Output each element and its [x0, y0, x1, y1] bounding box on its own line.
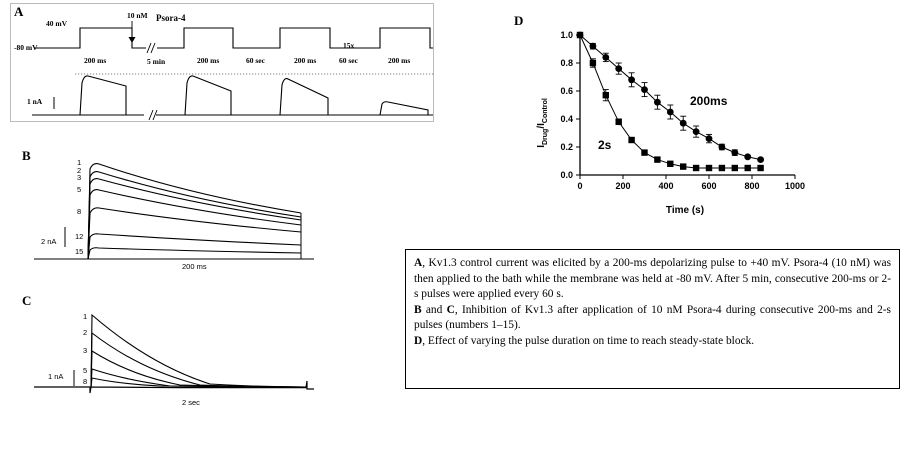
duration-label: 200 ms: [388, 56, 411, 65]
data-point-200ms: [602, 54, 609, 61]
figure-caption: [405, 249, 900, 389]
panel-c-letter: C: [22, 293, 32, 308]
data-point-200ms: [731, 149, 738, 156]
x-tick-label: 0: [577, 181, 583, 191]
y-tick-label: 0.8: [560, 58, 573, 68]
trace-2: [91, 333, 306, 387]
duration-label: 200 ms: [84, 56, 107, 65]
data-point-2s: [693, 165, 699, 171]
current-traces: [91, 315, 306, 387]
time-label: 200 ms: [182, 262, 207, 271]
series-label-200ms: 200ms: [690, 94, 728, 108]
trace-label-5: 5: [83, 366, 88, 375]
panel-b-traces: [30, 155, 320, 265]
data-point-2s: [616, 119, 622, 125]
caption-a: [414, 256, 891, 303]
trace-label-1: 1: [83, 312, 88, 321]
trace-label-3: 3: [77, 173, 82, 182]
drug-arrow-head: [129, 37, 136, 43]
y-label-drug: Drug: [542, 128, 549, 146]
y-tick-label: 0.2: [560, 142, 573, 152]
trace-1: [91, 315, 306, 387]
current-trace-2: [280, 79, 328, 115]
duration-label: 200 ms: [197, 56, 220, 65]
data-point-200ms: [628, 76, 635, 83]
panel-d-chart: [520, 25, 810, 225]
x-tick-label: 400: [658, 181, 674, 191]
current-traces: [88, 164, 301, 259]
data-point-200ms: [590, 43, 597, 50]
trace-label-2: 2: [83, 328, 88, 337]
drug-name-label: Psora-4: [156, 13, 186, 23]
trace-12: [88, 234, 301, 259]
data-point-2s: [667, 161, 673, 167]
y-tick-label: 0.6: [560, 86, 573, 96]
caption-letter-b: B: [414, 303, 422, 316]
data-point-200ms: [744, 153, 751, 160]
drug-conc-label: 10 nM: [127, 11, 148, 20]
y-axis-label: [536, 98, 549, 148]
scale-label: 1 nA: [27, 97, 43, 106]
scale-label: 1 nA: [48, 372, 64, 381]
panel-d-letter: D: [514, 13, 524, 28]
data-point-200ms: [615, 65, 622, 72]
caption-text-a: , Kv1.3 control current was elicited by a 200-ms depolarizing pulse to +40 mV. Psora-4 (10 nM) was then applied to the bath while the membrane was held at -80 mV. After 5 min, consecutive 200-ms or 2-s pulses were applied every 60 s.: [414, 257, 891, 301]
y-label-slash: /I: [536, 123, 547, 129]
trace-3: [91, 351, 306, 387]
current-trace-200ms: [185, 76, 231, 115]
data-point-2s: [603, 92, 609, 98]
data-point-200ms: [654, 99, 661, 106]
caption-text-bc: , Inhibition of Kv1.3 after application of 10 nM Psora-4 during consecutive 200-ms and 2-s pulses (numbers 1–15).: [414, 303, 891, 332]
panel-a-letter: A: [14, 4, 24, 19]
trace-15: [88, 248, 301, 259]
data-point-2s: [641, 149, 647, 155]
y-tick-label: 1.0: [560, 30, 573, 40]
trace-label-1: 1: [77, 158, 82, 167]
trace-label-12: 12: [75, 232, 84, 241]
y-tick-label: 0.4: [560, 114, 573, 124]
data-point-2s: [628, 137, 634, 143]
series-label-2s: 2s: [598, 138, 612, 152]
current-trace-control: [80, 76, 126, 115]
gap-label: 60 sec: [339, 56, 358, 65]
scale-label: 2 nA: [41, 237, 57, 246]
panel-c-traces: [30, 305, 320, 395]
x-axis-label: Time (s): [665, 205, 705, 216]
data-point-200ms: [680, 120, 687, 127]
data-point-200ms: [757, 156, 764, 163]
break-mark: [151, 43, 155, 53]
break-mark: [149, 110, 153, 120]
x-tick-label: 800: [744, 181, 760, 191]
caption-and: and: [421, 303, 447, 316]
caption-d: [414, 334, 891, 350]
y-label-control: Control: [542, 98, 549, 124]
trace-label-8: 8: [83, 377, 88, 386]
caption-letter-d: D: [414, 334, 423, 347]
data-point-2s: [757, 165, 763, 171]
data-point-200ms: [667, 109, 674, 116]
trace-label-5: 5: [77, 185, 82, 194]
y-tick-label: 0.0: [560, 170, 573, 180]
trace-label-15: 15: [75, 247, 84, 256]
data-point-200ms: [719, 144, 726, 151]
trace-label-2: 2: [77, 166, 82, 175]
data-point-2s: [680, 163, 686, 169]
time-label: 2 sec: [182, 398, 200, 407]
v-step-label: 40 mV: [46, 19, 68, 28]
data-point-2s: [732, 165, 738, 171]
data-point-2s: [590, 60, 596, 66]
duration-label: 200 ms: [294, 56, 317, 65]
break-mark: [147, 43, 151, 53]
data-point-200ms: [693, 128, 700, 135]
x-tick-label: 600: [701, 181, 717, 191]
x-tick-label: 200: [615, 181, 631, 191]
trace-label-3: 3: [83, 346, 88, 355]
data-point-2s: [719, 165, 725, 171]
y-label-i: I: [536, 145, 547, 148]
data-point-200ms: [706, 135, 713, 142]
v-hold-label: -80 mV: [14, 43, 38, 52]
data-point-2s: [577, 32, 583, 38]
repeat-label: 15x: [343, 41, 355, 50]
current-trace-last: [380, 102, 428, 115]
panel-a-protocol: [10, 3, 434, 122]
data-point-2s: [745, 165, 751, 171]
x-tick-label: 1000: [784, 181, 806, 191]
panel-b-letter: B: [22, 148, 31, 163]
caption-letter-a: A: [414, 257, 423, 269]
gap-label: 60 sec: [246, 56, 265, 65]
data-point-2s: [706, 165, 712, 171]
wait-label: 5 min: [147, 57, 166, 66]
data-point-200ms: [641, 86, 648, 93]
caption-text-d: , Effect of varying the pulse duration on time to reach steady-state block.: [422, 334, 755, 347]
trace-label-8: 8: [77, 207, 82, 216]
trace-3: [88, 179, 301, 259]
data-point-2s: [654, 156, 660, 162]
caption-letter-c: C: [446, 303, 455, 316]
voltage-protocol-trace-2: [157, 28, 433, 48]
caption-bc: [414, 303, 891, 334]
